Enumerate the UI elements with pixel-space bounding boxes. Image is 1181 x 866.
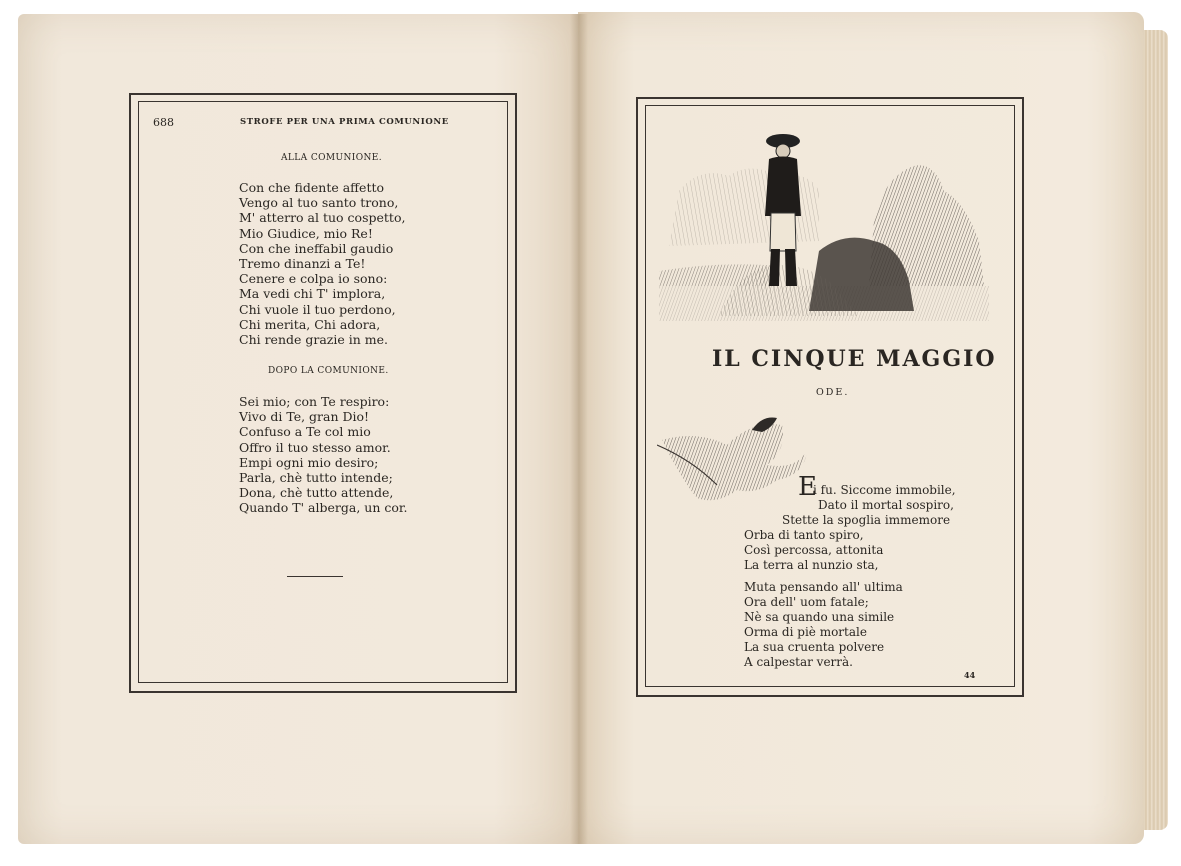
verse-line: Dona, chè tutto attende, [239,485,394,501]
napoleon-illustration-icon [659,121,989,321]
verse-line: Ora dell' uom fatale; [744,595,869,609]
poem-title: IL CINQUE MAGGIO [712,346,997,372]
verse-line: Mio Giudice, mio Re! [239,225,373,241]
left-page-number: 688 [153,116,174,129]
verse-line: Così percossa, attonita [744,543,884,557]
verse-line: Con che fidente affetto [239,180,385,195]
verse-line: Nè sa quando una simile [744,610,895,624]
verse-line: Orba di tanto spiro, [744,528,864,542]
verse-line: Cenere e colpa io sono: [239,271,388,287]
verse-line: Chi vuole il tuo perdono, [239,301,396,317]
verse-line: Muta pensando all' ultima [744,580,903,594]
verse-line: Parla, chè tutto intende; [239,470,393,486]
book-spine [570,14,588,844]
verse-line: Empi ogni mio desiro; [239,454,379,470]
verse-line: A calpestar verrà. [744,655,853,669]
verse-line: Confuso a Te col mio [239,424,371,440]
verse-line: La sua cruenta polvere [744,640,885,654]
stanza-one-rest [744,528,883,573]
page-edges [1144,30,1168,830]
verse-line: Stette la spoglia immemore [782,513,951,527]
poem-subtitle: ODE. [816,387,850,398]
running-head: STROFE PER UNA PRIMA COMUNIONE [240,117,449,127]
verse-line: Offro il tuo stesso amor. [239,439,391,455]
verse-line: Chi merita, Chi adora, [239,316,381,332]
verse-line: Vivo di Te, gran Dio! [239,409,370,425]
verse-line: Orma di piè mortale [744,625,867,639]
section-title-alla-comunione: ALLA COMUNIONE. [281,153,382,163]
verse-line: M' atterro al tuo cospetto, [239,210,406,226]
verse-line: Quando T' alberga, un cor. [239,500,408,516]
verse-line: Tremo dinanzi a Te! [239,256,366,272]
verse-line: Ma vedi chi T' implora, [239,286,386,302]
drop-cap: E [798,472,817,502]
section-title-dopo-la-comunione: DOPO LA COMUNIONE. [268,366,389,376]
stanza-dopo-la-comunione [239,394,407,516]
verse-line: Vengo al tuo santo trono, [239,195,399,211]
verse-line: Sei mio; con Te respiro: [239,394,390,409]
verse-line: Chi rende grazie in me. [239,332,389,348]
end-rule [287,576,343,577]
verse-line: La terra al nunzio sta, [744,558,879,572]
right-page-number: 44 [964,670,976,680]
verse-line: Con che ineffabil gaudio [239,240,394,256]
verse-line: Dato il mortal sospiro, [818,498,954,512]
eagle-vignette-icon [657,410,815,510]
stanza-two [744,580,903,670]
verse-line: i fu. Siccome immobile, [813,483,956,497]
stanza-alla-comunione [239,180,405,347]
